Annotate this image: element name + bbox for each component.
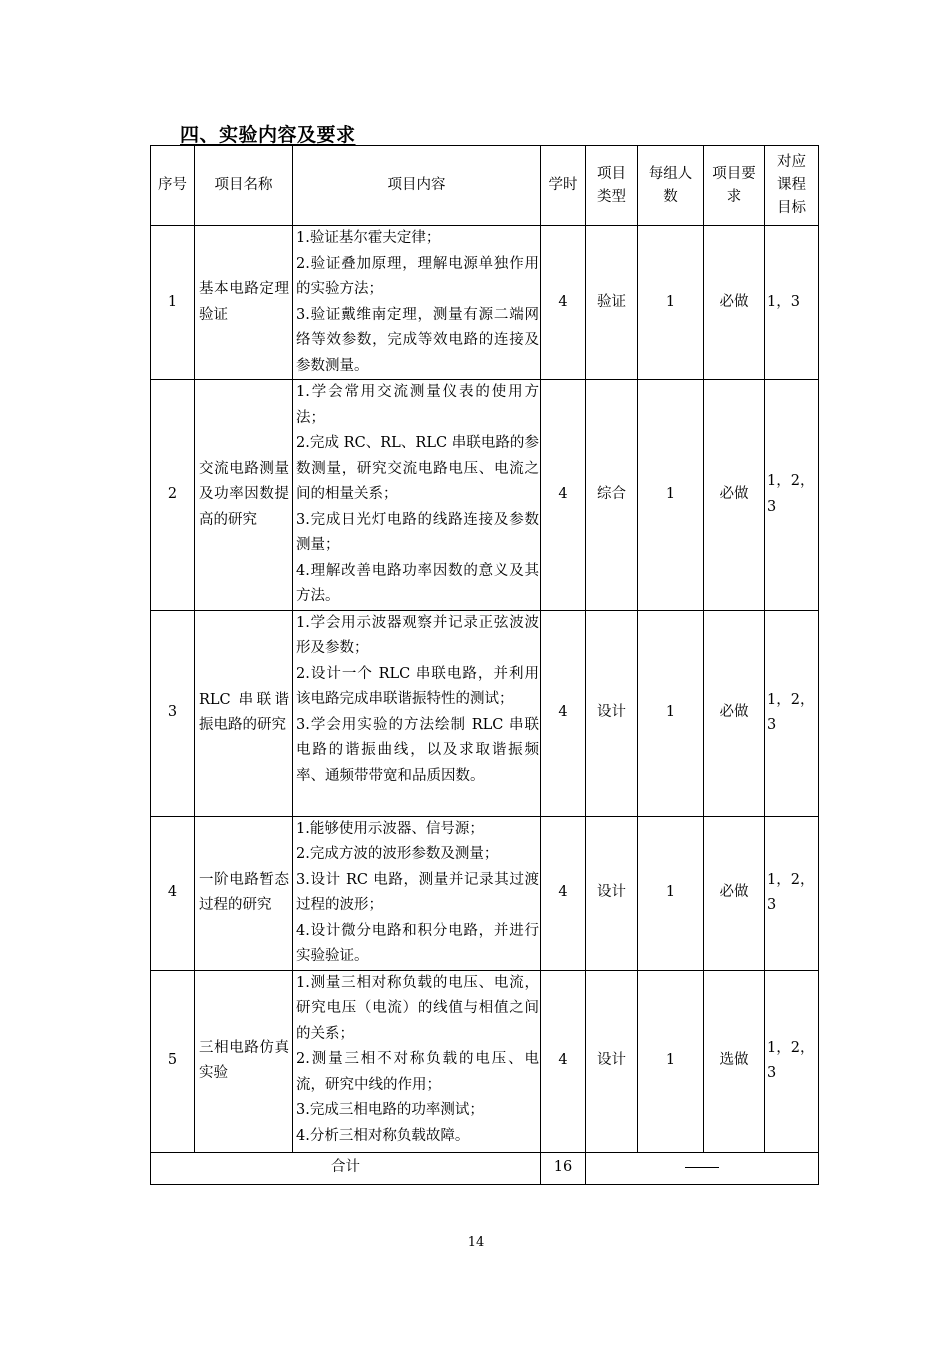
group-size: 1: [638, 226, 704, 380]
hours: 4: [541, 610, 586, 816]
header-requirement: 项目要 求: [704, 146, 765, 226]
header-row: [151, 146, 819, 226]
project-content: [293, 380, 541, 611]
project-type: 验证: [586, 226, 638, 380]
group-size: 1: [638, 380, 704, 611]
requirement: 必做: [704, 226, 765, 380]
project-name: 一阶电路暂态过程的研究: [195, 816, 293, 970]
requirement: 必做: [704, 816, 765, 970]
content-line: 1.验证基尔霍夫定律；: [296, 230, 441, 246]
row-number: 5: [151, 970, 195, 1152]
course-goal: 1，3: [765, 226, 819, 380]
header-hours: 学时: [541, 146, 586, 226]
section-title: 四、实验内容及要求: [180, 124, 356, 146]
requirement: 必做: [704, 610, 765, 816]
hours: 4: [541, 970, 586, 1152]
total-row: [151, 1152, 819, 1184]
content-line: 2.完成 RC、RL、RLC 串联电路的参数测量，研究交流电路电压、电流之间的相量关系；: [296, 435, 539, 502]
content-line: 1.测量三相对称负载的电压、电流，研究电压（电流）的线值与相值之间的关系；: [296, 974, 539, 1042]
content-line: 2.测量三相不对称负载的电压、电流，研究中线的作用；: [296, 1051, 539, 1093]
total-label: 合计: [151, 1152, 541, 1184]
project-name: RLC 串联谐振电路的研究: [195, 610, 293, 816]
project-name: 基本电路定理验证: [195, 226, 293, 380]
row-number: 4: [151, 816, 195, 970]
content-line: 3.设计 RC 电路，测量并记录其过渡过程的波形；: [296, 871, 539, 913]
header-no: 序号: [151, 146, 195, 226]
content-line: 3.验证戴维南定理，测量有源二端网络等效参数，完成等效电路的连接及参数测量。: [296, 306, 539, 374]
requirement: 选做: [704, 970, 765, 1152]
course-goal: 1，2，3: [765, 816, 819, 970]
project-type: 设计: [586, 610, 638, 816]
project-name: 交流电路测量及功率因数提高的研究: [195, 380, 293, 611]
content-line: 2.完成方波的波形参数及测量；: [296, 846, 499, 862]
project-type: 设计: [586, 970, 638, 1152]
project-content: [293, 610, 541, 816]
experiment-table: [150, 145, 819, 1185]
header-group-size: 每组人 数: [638, 146, 704, 226]
header-course-goal: 对应 课程 目标: [765, 146, 819, 226]
total-rest: [586, 1152, 819, 1184]
project-content: [293, 816, 541, 970]
row-number: 1: [151, 226, 195, 380]
content-line: 4.理解改善电路功率因数的意义及其方法。: [296, 562, 539, 604]
content-line: 4.分析三相对称负载故障。: [296, 1127, 470, 1144]
hours: 4: [541, 380, 586, 611]
total-rest-dash: [685, 1167, 719, 1168]
header-type: 项目 类型: [586, 146, 638, 226]
course-goal: 1，2，3: [765, 970, 819, 1152]
content-line: 4.设计微分电路和积分电路，并进行实验验证。: [296, 922, 539, 964]
table-row: [151, 970, 819, 1152]
content-line: 3.完成三相电路的功率测试；: [296, 1102, 484, 1118]
hours: 4: [541, 226, 586, 380]
project-content: [293, 226, 541, 380]
project-name: 三相电路仿真实验: [195, 970, 293, 1152]
content-line: 1.学会常用交流测量仪表的使用方法；: [296, 384, 539, 426]
table-row: [151, 816, 819, 970]
group-size: 1: [638, 610, 704, 816]
row-number: 3: [151, 610, 195, 816]
group-size: 1: [638, 816, 704, 970]
page-number: 14: [467, 1235, 485, 1250]
course-goal: 1，2，3: [765, 380, 819, 611]
table-row: [151, 610, 819, 816]
content-line: 2.验证叠加原理，理解电源单独作用的实验方法；: [296, 255, 539, 297]
content-line: 3.学会用实验的方法绘制 RLC 串联电路的谐振曲线，以及求取谐振频率、通频带带宽和品质因数。: [296, 716, 539, 784]
project-type: 综合: [586, 380, 638, 611]
content-line: 2.设计一个 RLC 串联电路，并利用该电路完成串联谐振特性的测试；: [296, 665, 539, 707]
content-line: 1.能够使用示波器、信号源；: [296, 820, 484, 837]
requirement: 必做: [704, 380, 765, 611]
group-size: 1: [638, 970, 704, 1152]
header-name: 项目名称: [195, 146, 293, 226]
content-line: 1.学会用示波器观察并记录正弦波波形及参数；: [296, 614, 539, 656]
project-content: [293, 970, 541, 1152]
table-row: [151, 380, 819, 611]
hours: 4: [541, 816, 586, 970]
project-type: 设计: [586, 816, 638, 970]
table-row: [151, 226, 819, 380]
course-goal: 1，2，3: [765, 610, 819, 816]
header-content: 项目内容: [293, 146, 541, 226]
row-number: 2: [151, 380, 195, 611]
total-hours: 16: [541, 1152, 586, 1184]
content-line: 3.完成日光灯电路的线路连接及参数测量；: [296, 511, 539, 553]
